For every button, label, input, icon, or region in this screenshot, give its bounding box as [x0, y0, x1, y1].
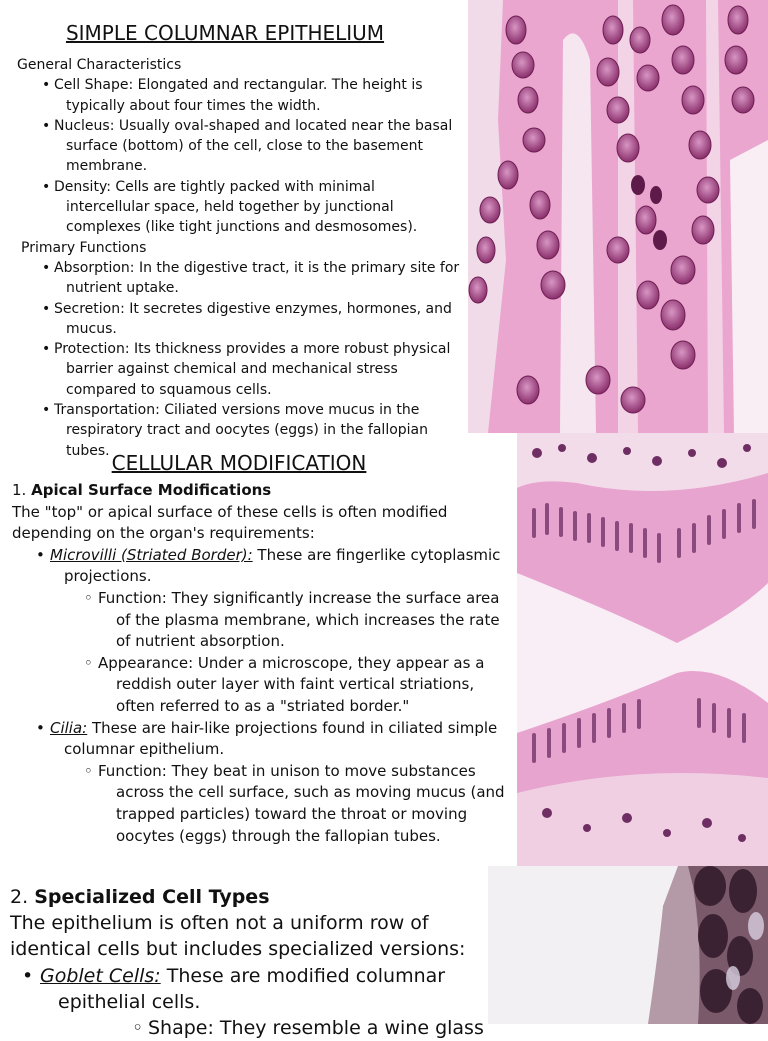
list-item: ◦ Function: They beat in unison to move substances across the cell surface, such as moving mucus (and trapped particles) toward the throat or moving oocytes (eggs) through the fallopian tubes.: [98, 761, 512, 847]
list-item: • Nucleus: Usually oval-shaped and located near the basal surface (bottom) of the cell, close to the basement membrane.: [54, 116, 460, 177]
section-title: SIMPLE COLUMNAR EPITHELIUM: [65, 21, 385, 45]
specialized-list: [10, 963, 488, 1041]
list-item: • Absorption: In the digestive tract, it is the primary site for nutrient uptake.: [54, 258, 460, 299]
section-simple-columnar: [10, 20, 460, 459]
apical-intro: The "top" or apical surface of these cells is often modified depending on the organ's requirements:: [12, 502, 448, 543]
section-cellular-modification: [12, 448, 512, 866]
term: Cilia:: [50, 718, 88, 737]
general-characteristics-list: [10, 75, 460, 237]
micrograph-intestinal-epithelium: [517, 433, 768, 866]
specialized-intro: The epithelium is often not a uniform row of identical cells but includes specialized versions:: [10, 912, 466, 961]
micrograph-goblet-cells: [488, 866, 768, 1024]
section-title: CELLULAR MODIFICATION: [111, 451, 367, 475]
general-characteristics-heading: General Characteristics: [17, 57, 182, 73]
sublist: [64, 761, 512, 847]
apical-list: [12, 545, 512, 847]
list-item-cilia: • Cilia: These are hair-like projections found in ciliated simple columnar epithelium. ◦ Function: They beat in unison to move substances across the cell surface, such as moving mucus (and trapped particles) toward the throat or moving oocytes (eggs) through the fallopian tubes.: [50, 718, 512, 848]
list-item: ◦ Appearance: Under a microscope, they appear as a reddish outer layer with faint vertical striations, often referred to as a "striated border.": [98, 653, 512, 718]
list-item: • Density: Cells are tightly packed with minimal intercellular space, held together by junctional complexes (like tight junctions and desmosomes).: [54, 177, 460, 238]
apical-heading: 1. Apical Surface Modifications: [12, 481, 272, 499]
section-specialized-cells: [10, 884, 488, 1040]
term: Microvilli (Striated Border):: [50, 545, 253, 564]
micrograph-simple-columnar: [468, 0, 768, 433]
sublist: [58, 1015, 488, 1041]
list-item: • Protection: Its thickness provides a more robust physical barrier against chemical and mechanical stress compared to squamous cells.: [54, 339, 460, 400]
primary-functions-heading: Primary Functions: [21, 239, 147, 256]
list-item-microvilli: • Microvilli (Striated Border): These are fingerlike cytoplasmic projections. ◦ Function: They significantly increase the surface area of the plasma membrane, which increases the rate of nutrient absorption. ◦ Appearance: Under a microscope, they appear as a reddish outer layer with faint vertical striations, often referred to as a "striated border.": [50, 545, 512, 718]
term: Goblet Cells:: [40, 964, 161, 987]
list-item: • Cell Shape: Elongated and rectangular. The height is typically about four times the width.: [54, 75, 460, 116]
list-item-goblet: • Goblet Cells: These are modified columnar epithelial cells. ◦ Shape: They resemble a wine glass: [40, 963, 488, 1041]
list-item: ◦ Function: They significantly increase the surface area of the plasma membrane, which increases the rate of nutrient absorption.: [98, 588, 512, 653]
primary-functions-list: [10, 258, 460, 461]
list-item: • Transportation: Ciliated versions move mucus in the respiratory tract and oocytes (eggs) in the fallopian tubes.: [54, 400, 460, 461]
specialized-heading: 2. Specialized Cell Types: [10, 886, 270, 908]
list-item: • Secretion: It secretes digestive enzymes, hormones, and mucus.: [54, 299, 460, 340]
list-item: ◦ Shape: They resemble a wine glass: [148, 1015, 488, 1041]
sublist: [64, 588, 512, 718]
